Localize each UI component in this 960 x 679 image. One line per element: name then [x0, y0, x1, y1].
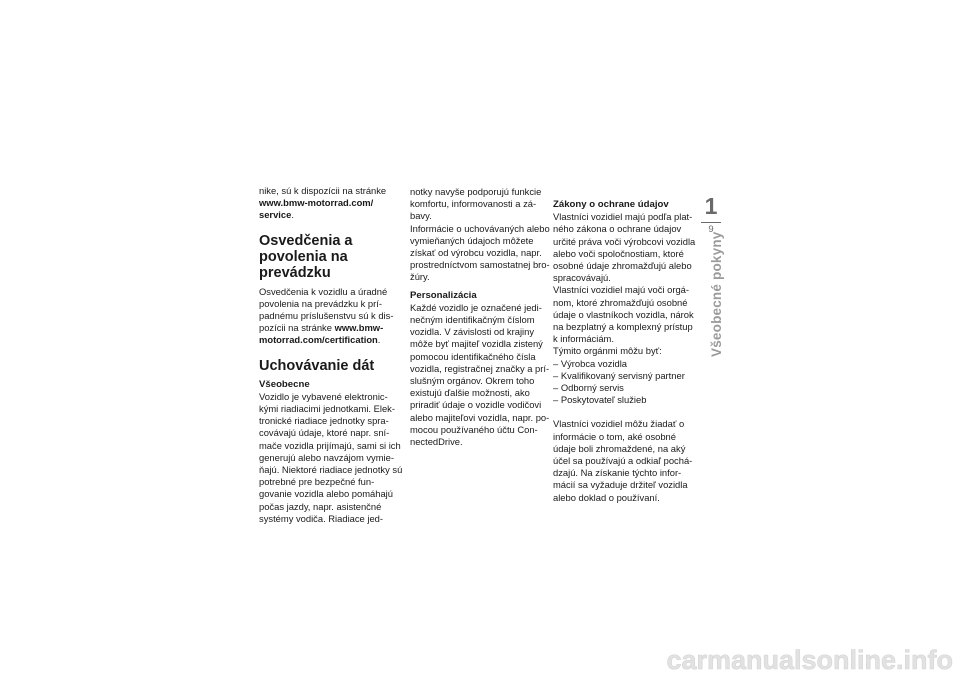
heading-data-storage: Uchovávanie dát [259, 357, 375, 374]
information-paragraph: Informácie o uchovávaných alebo vymieňaných údajoch môžete získať od výrobcu vozidla, napr. prostredníctvom samostatnej bro- žúry. [410, 222, 550, 283]
rights-paragraph: Vlastníci vozidiel majú podľa plat- ného zákona o ochrane údajov určité práva voči výrobcovi vozidla alebo voči spoločnostiam, ktoré osobné údaje zhromažďujú alebo spracovávajú. [553, 211, 696, 284]
authorities-intro: Týmito orgánmi môžu byť: [553, 345, 662, 357]
heading-certificates: Osvedčenia a povolenia na prevádzku [259, 232, 353, 281]
page-number: 9 [708, 224, 714, 235]
intro-end: . [291, 209, 294, 221]
service-link[interactable]: www.bmw-motorrad.com/ service [259, 197, 374, 221]
comfort-paragraph: notky navyše podporujú funkcie komfortu, informovanosti a zá- bavy. [410, 186, 542, 222]
certificates-end: . [377, 334, 381, 346]
request-paragraph: Vlastníci vozidiel môžu žiadať o informácie o tom, aké osobné údaje boli zhromaždené, na aký účel sa používajú a odkiaľ pochá- dzajú. Na získanie týchto infor- mácií sa vyžaduje držiteľ vozidla alebo doklad o používaní. [553, 418, 693, 503]
watermark-text: carmanualsonline.info [666, 645, 953, 674]
personalization-paragraph: Každé vozidlo je označené jedi- nečným identifikačným číslom vozidla. V závislosti od krajiny môže byť majiteľ vozidla zistený pomocou identifikačného čísla vozidla, registračnej značky a prí- slušným orgánov. Okrem toho existujú ďalšie možnosti, ako priradiť údaje o vozidle vodičovi alebo majiteľovi vozidla, napr. po- mocou používaného účtu Con- nectedDrive. [410, 301, 550, 448]
general-paragraph: Vozidlo je vybavené elektronic- kými riadiacimi jednotkami. Elek- tronické riadiace jednotky spra- covávajú údaje, ktoré napr. sní- mače vozidla prijímajú, sami si ich generujú alebo navzájom vymie- ňajú. Niektoré riadiace jednotky sú potrebné pre bezpečné fun- govanie vozidla alebo pomáhajú počas jazdy, napr. asistenčné systémy vodiča. Riadiace jed- [259, 390, 403, 524]
access-paragraph: Vlastníci vozidiel majú voči orgá- nom, ktoré zhromažďujú osobné údaje o vlastníkoch vozidla, nárok na bezplatný a komplexný prístup k informáciám. [553, 284, 694, 345]
authorities-list [553, 358, 698, 407]
chapter-divider [701, 222, 721, 223]
watermark-logo [570, 644, 955, 674]
column-2 [410, 186, 555, 448]
subheading-data-protection: Zákony o ochrane údajov [553, 199, 669, 210]
watermark [570, 644, 955, 674]
intro-paragraph [259, 185, 404, 222]
chapter-number: 1 [704, 193, 718, 219]
subheading-general: Všeobecne [259, 378, 310, 390]
spacer [553, 406, 698, 418]
list-item: – Kvalifikovaný servisný partner [553, 370, 698, 382]
certificates-text: Osvedčenia k vozidlu a úradné povolenia na prevádzku k prí- padnému príslušenstvu sú k dis- pozícii na stránke [259, 285, 394, 334]
column-1 [259, 185, 404, 525]
intro-text: nike, sú k dispozícii na stránke [259, 185, 387, 196]
certificates-paragraph [259, 286, 404, 347]
column-3 [553, 199, 698, 504]
list-item: – Odborný servis [553, 382, 698, 394]
list-item: – Výrobca vozidla [553, 358, 698, 370]
section-title: Všeobecné pokyny [709, 231, 724, 357]
list-item: – Poskytovateľ služieb [553, 394, 698, 406]
certification-link[interactable]: www.bmw- motorrad.com/certification [259, 322, 384, 346]
subheading-personalization: Personalizácia [410, 289, 477, 301]
